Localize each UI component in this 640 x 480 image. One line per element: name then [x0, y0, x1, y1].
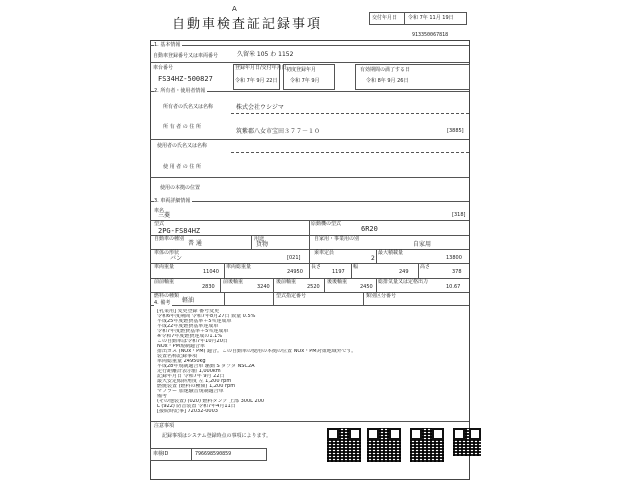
remarks-list [157, 309, 357, 414]
issue-date-value: 令和 7年 11月 19日 [408, 15, 454, 21]
width-value: 249 [399, 269, 409, 275]
remark-line: 令和7年度燃費基準＋5％達成車 [157, 329, 229, 334]
remark-line: [接続時記事] 72032-0003 [157, 409, 218, 414]
maker-label: 車名 [154, 208, 165, 214]
remark-line: 装置名称記録事項 [157, 354, 198, 359]
type-designation-label: 型式指定番号 [276, 293, 307, 299]
front-rear-axle-value: 3240 [257, 284, 270, 290]
rear-front-axle-label: 後前軸重 [276, 279, 297, 285]
remark-line: L (922) 防音装置 令和7年4月11日 [157, 404, 236, 409]
vehicle-kind-value: 普 通 [188, 240, 202, 247]
rear-front-axle-value: 2520 [307, 284, 320, 290]
first-registration-label: 初度登録年月 [286, 67, 317, 73]
remark-line: 走行距離計表示値 1,000km [157, 369, 221, 374]
capacity-value: 2 [371, 255, 375, 262]
length-value: 1197 [332, 269, 345, 275]
body-shape-code: [021] [287, 255, 301, 261]
remark-line: 燃焼装置 (燃料の種類) 1,200 rpm [157, 384, 236, 389]
remark-line: 車両総重量 24950kg [157, 359, 206, 364]
displacement-value: 10.67 [446, 284, 461, 290]
fuel-type-value: 軽油 [182, 297, 195, 304]
owner-address-code: [3885] [447, 128, 464, 134]
owner-address-label: 所 有 者 の 住 所 [163, 124, 201, 130]
rear-rear-axle-value: 2450 [360, 284, 373, 290]
qr-code-icon [367, 428, 401, 462]
gross-weight-label: 車両総重量 [226, 264, 252, 270]
document-number: 913350067818 [412, 32, 449, 38]
remark-line: この自動車は令和7年10月20日 [157, 339, 228, 344]
section-vehicle-label: 3. 車両詳細情報 [154, 198, 191, 204]
owner-name-value: 株式会社ウシジマ [236, 104, 284, 111]
gross-weight-value: 24950 [287, 269, 303, 275]
height-label: 高さ [420, 264, 431, 270]
remark-line: 排出ガス (NOx・PM) 適合。この自動車の使用の本拠の位置 NOx・PM対策地域外です。 [157, 349, 357, 354]
fuel-type-label: 燃料の種類 [154, 293, 180, 299]
remark-line: NOx・PM規制適合車 [157, 344, 205, 349]
first-registration-cell [283, 64, 335, 90]
length-label: 長さ [311, 264, 322, 270]
inspection-id-box [150, 448, 267, 461]
remark-line: 令和6年度期間 令和7年8月27日 数量 0.5% [157, 314, 256, 319]
expiry-label: 有効期間の満了する日 [360, 67, 411, 73]
displacement-label: 総排気量又は定格出力 [378, 279, 429, 285]
section-basic-label: 1. 基本情報 [154, 42, 181, 48]
registration-date-value: 令和 7年 9月 22日 [235, 78, 278, 84]
remark-line: マフラー 加速騒音規制適合車 [157, 389, 224, 394]
private-business-label: 自家用・事業用の別 [314, 236, 360, 242]
inspection-id-value: 796698590859 [195, 451, 232, 457]
vehicle-weight-value: 11040 [203, 269, 219, 275]
vehicle-use-label: 用途 [254, 236, 265, 242]
body-shape-label: 車体の形状 [154, 250, 180, 256]
maker-value: 三菱 [158, 212, 171, 219]
class-number-label: 類別区分番号 [366, 293, 397, 299]
owner-address-value: 筑紫郡八女市宝田３７７－１０ [236, 128, 321, 135]
remark-line: 平成25年度燃費基準＋5％達成車 [157, 319, 232, 324]
section-notes-label: 注意事項 [154, 423, 175, 429]
inspection-id-label: 車検ID [153, 451, 169, 457]
maker-code: [318] [452, 212, 466, 218]
max-load-label: 最大積載量 [378, 250, 404, 256]
height-value: 378 [452, 269, 462, 275]
document-title: 自動車検査証記録事項 [172, 17, 323, 32]
user-name-label: 使用者の氏名又は名称 [157, 143, 208, 149]
remark-line: ※令和7年度燃費達成の1.1% [157, 334, 223, 339]
remark-line: [乳業用] 変更登録 番号変更 [157, 309, 220, 314]
model-value: 2PG-FS84HZ [158, 227, 201, 235]
user-address-label: 使 用 者 の 住 所 [163, 164, 201, 170]
registration-date-label: 登録年月日/交付年月日 [235, 65, 287, 71]
remark-line: (その他装置) (020) 燃料タンク 上部 300L 200 [157, 399, 265, 404]
registration-number-label: 自動車登録番号又は車両番号 [153, 53, 219, 59]
front-rear-axle-label: 前後軸重 [223, 279, 244, 285]
expiry-cell [355, 64, 470, 90]
remark-line: 平成22年度燃費基準達成車 [157, 324, 219, 329]
body-shape-value: バン [170, 255, 183, 262]
chassis-number-value: FS34HZ-500827 [158, 75, 213, 83]
first-registration-value: 令和 7年 9月 [290, 78, 320, 84]
engine-label: 原動機の型式 [311, 221, 342, 227]
remark-line: 記録年月日 令和7年 9月 22日 [157, 374, 225, 379]
vehicle-use-value: 貨物 [256, 241, 269, 248]
remark-line: 平成28年規制適合車 駆動 S ダブタ NSC2A [157, 364, 255, 369]
qr-code-icon [327, 428, 361, 462]
notes-text: 記録事項はシステム登録時点の事項によります。 [162, 433, 272, 439]
header-mark: A [232, 5, 237, 13]
issue-date-box [369, 12, 467, 25]
rear-rear-axle-label: 後後軸重 [327, 279, 348, 285]
model-label: 型式 [154, 221, 165, 227]
qr-code-icon [410, 428, 444, 462]
registration-number-value: 久留米 105 わ 1152 [237, 51, 294, 58]
remark-line: 備考 [157, 394, 168, 399]
engine-value: 6R20 [361, 225, 378, 233]
max-load-value: 13800 [446, 255, 462, 261]
section-owner-label: 2. 所有者・使用者情報 [154, 88, 206, 94]
base-location-label: 使用の本拠の位置 [160, 185, 201, 191]
section-remarks-label: 4. 備考 [154, 300, 171, 306]
vehicle-weight-label: 車両重量 [154, 264, 175, 270]
front-front-axle-value: 2830 [202, 284, 215, 290]
expiry-value: 令和 8年 9月 26日 [366, 78, 409, 84]
front-front-axle-label: 前前軸重 [154, 279, 175, 285]
chassis-number-label: 車台番号 [153, 65, 174, 71]
qr-code-icon [453, 428, 481, 456]
issue-date-label: 交付年月日 [372, 15, 398, 21]
remark-line: 最大安定傾斜角度 左 1,200 rpm [157, 379, 232, 384]
width-label: 幅 [353, 264, 359, 270]
vehicle-kind-label: 自動車の種別 [154, 236, 185, 242]
private-business-value: 自家用 [413, 241, 432, 248]
owner-name-label: 所有者の氏名又は名称 [163, 104, 214, 110]
capacity-label: 乗車定員 [314, 250, 335, 256]
